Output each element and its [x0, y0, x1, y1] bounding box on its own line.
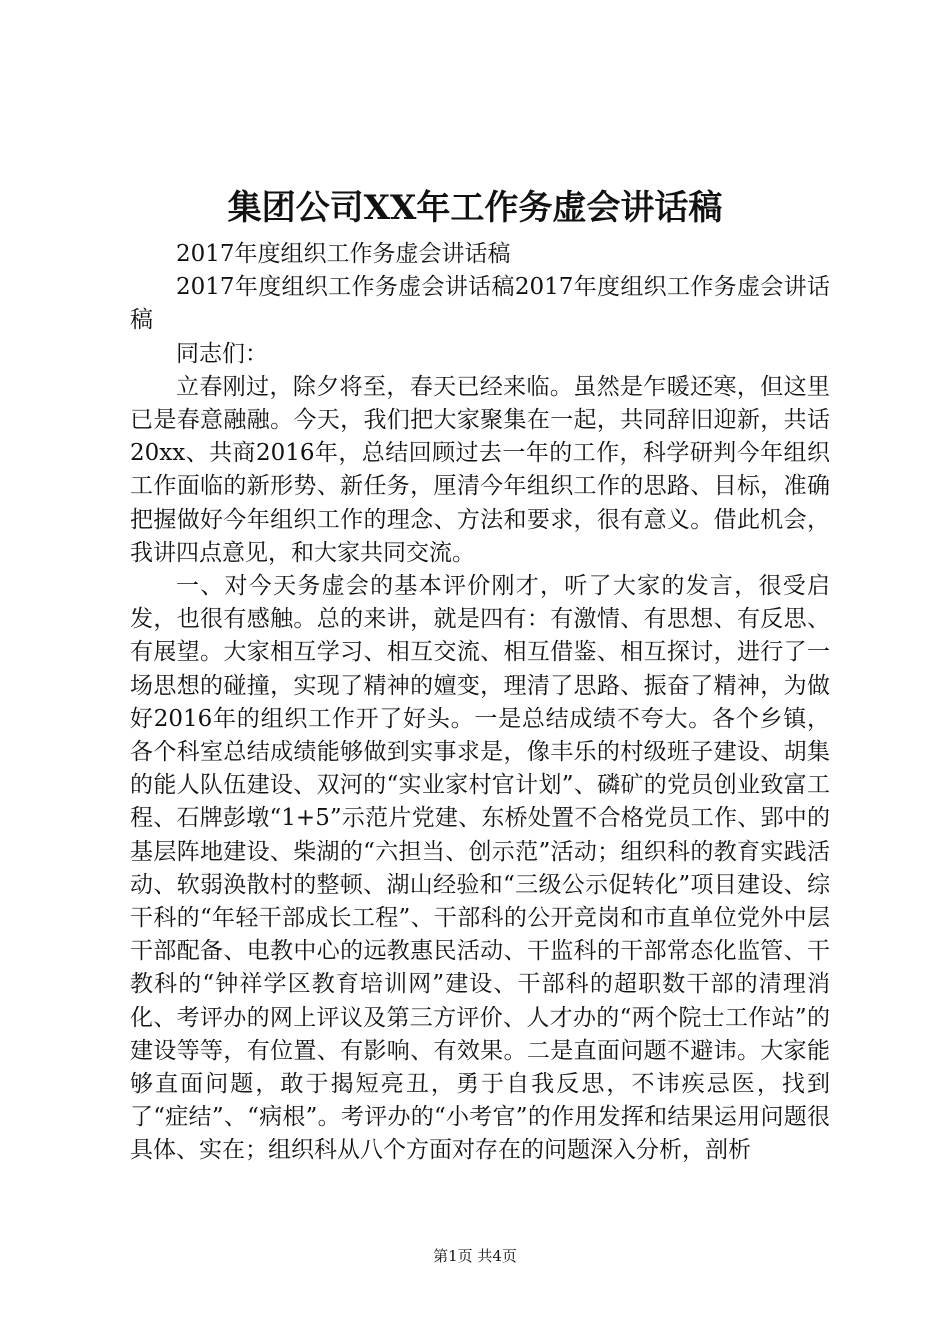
- paragraph-salutation: 同志们：: [176, 340, 268, 367]
- paragraph-heading: 2017年度组织工作务虚会讲话稿: [176, 241, 511, 267]
- paragraph-section-one: 一、对今天务虚会的基本评价刚才，听了大家的发言，很受启发，也很有感触。总的来讲，就是四有：有激情、有思想、有反思、有展望。大家相互学习、相互交流、相互借鉴、相互探讨，进行了一场思想的碰撞，实现了精神的嬗变，理清了思路、振奋了精神，为做好2016年的组织工作开了好头。一是总结成绩不夸大。各个乡镇，各个科室总结成绩能够做到实事求是，像丰乐的村级班子建设、胡集的能人队伍建设、双河的“实业家村官计划”、磷矿的党员创业致富工程、石牌彭墩“1+5”示范片党建、东桥处置不合格党员工作、郢中的基层阵地建设、柴湖的“六担当、创示范”活动；组织科的教育实践活动、软弱涣散村的整顿、湖山经验和“三级公示促转化”项目建设、综干科的“年轻干部成长工程”、干部科的公开竞岗和市直单位党外中层干部配备、电教中心的远教惠民活动、干监科的干部常态化监管、干教科的“钟祥学区教育培训网”建设、干部科的超职数干部的清理消化、考评办的网上评议及第三方评价、人才办的“两个院士工作站”的建设等等，有位置、有影响、有效果。二是直面问题不避讳。大家能够直面问题，敢于揭短亮丑，勇于自我反思，不讳疾忌医，找到了“症结”、“病根”。考评办的“小考官”的作用发挥和结果运用问题很具体、实在；组织科从八个方面对存在的问题深入分析，剖析: [130, 573, 830, 1164]
- paragraph-intro: 立春刚过，除夕将至，春天已经来临。虽然是乍暖还寒，但这里已是春意融融。今天，我们把大家聚集在一起，共同辞旧迎新，共话20xx、共商2016年，总结回顾过去一年的工作，科学研判今年组织工作面临的新形势、新任务，厘清今年组织工作的思路、目标，准确把握做好今年组织工作的理念、方法和要求，很有意义。借此机会，我讲四点意见，和大家共同交流。: [130, 373, 830, 566]
- page-footer: 第1页 共4页: [433, 1247, 517, 1265]
- document-body: [130, 238, 830, 1168]
- document-title: 集团公司XX年工作务虚会讲话稿: [227, 188, 723, 228]
- paragraph-subheading: 2017年度组织工作务虚会讲话稿2017年度组织工作务虚会讲话稿: [130, 274, 830, 334]
